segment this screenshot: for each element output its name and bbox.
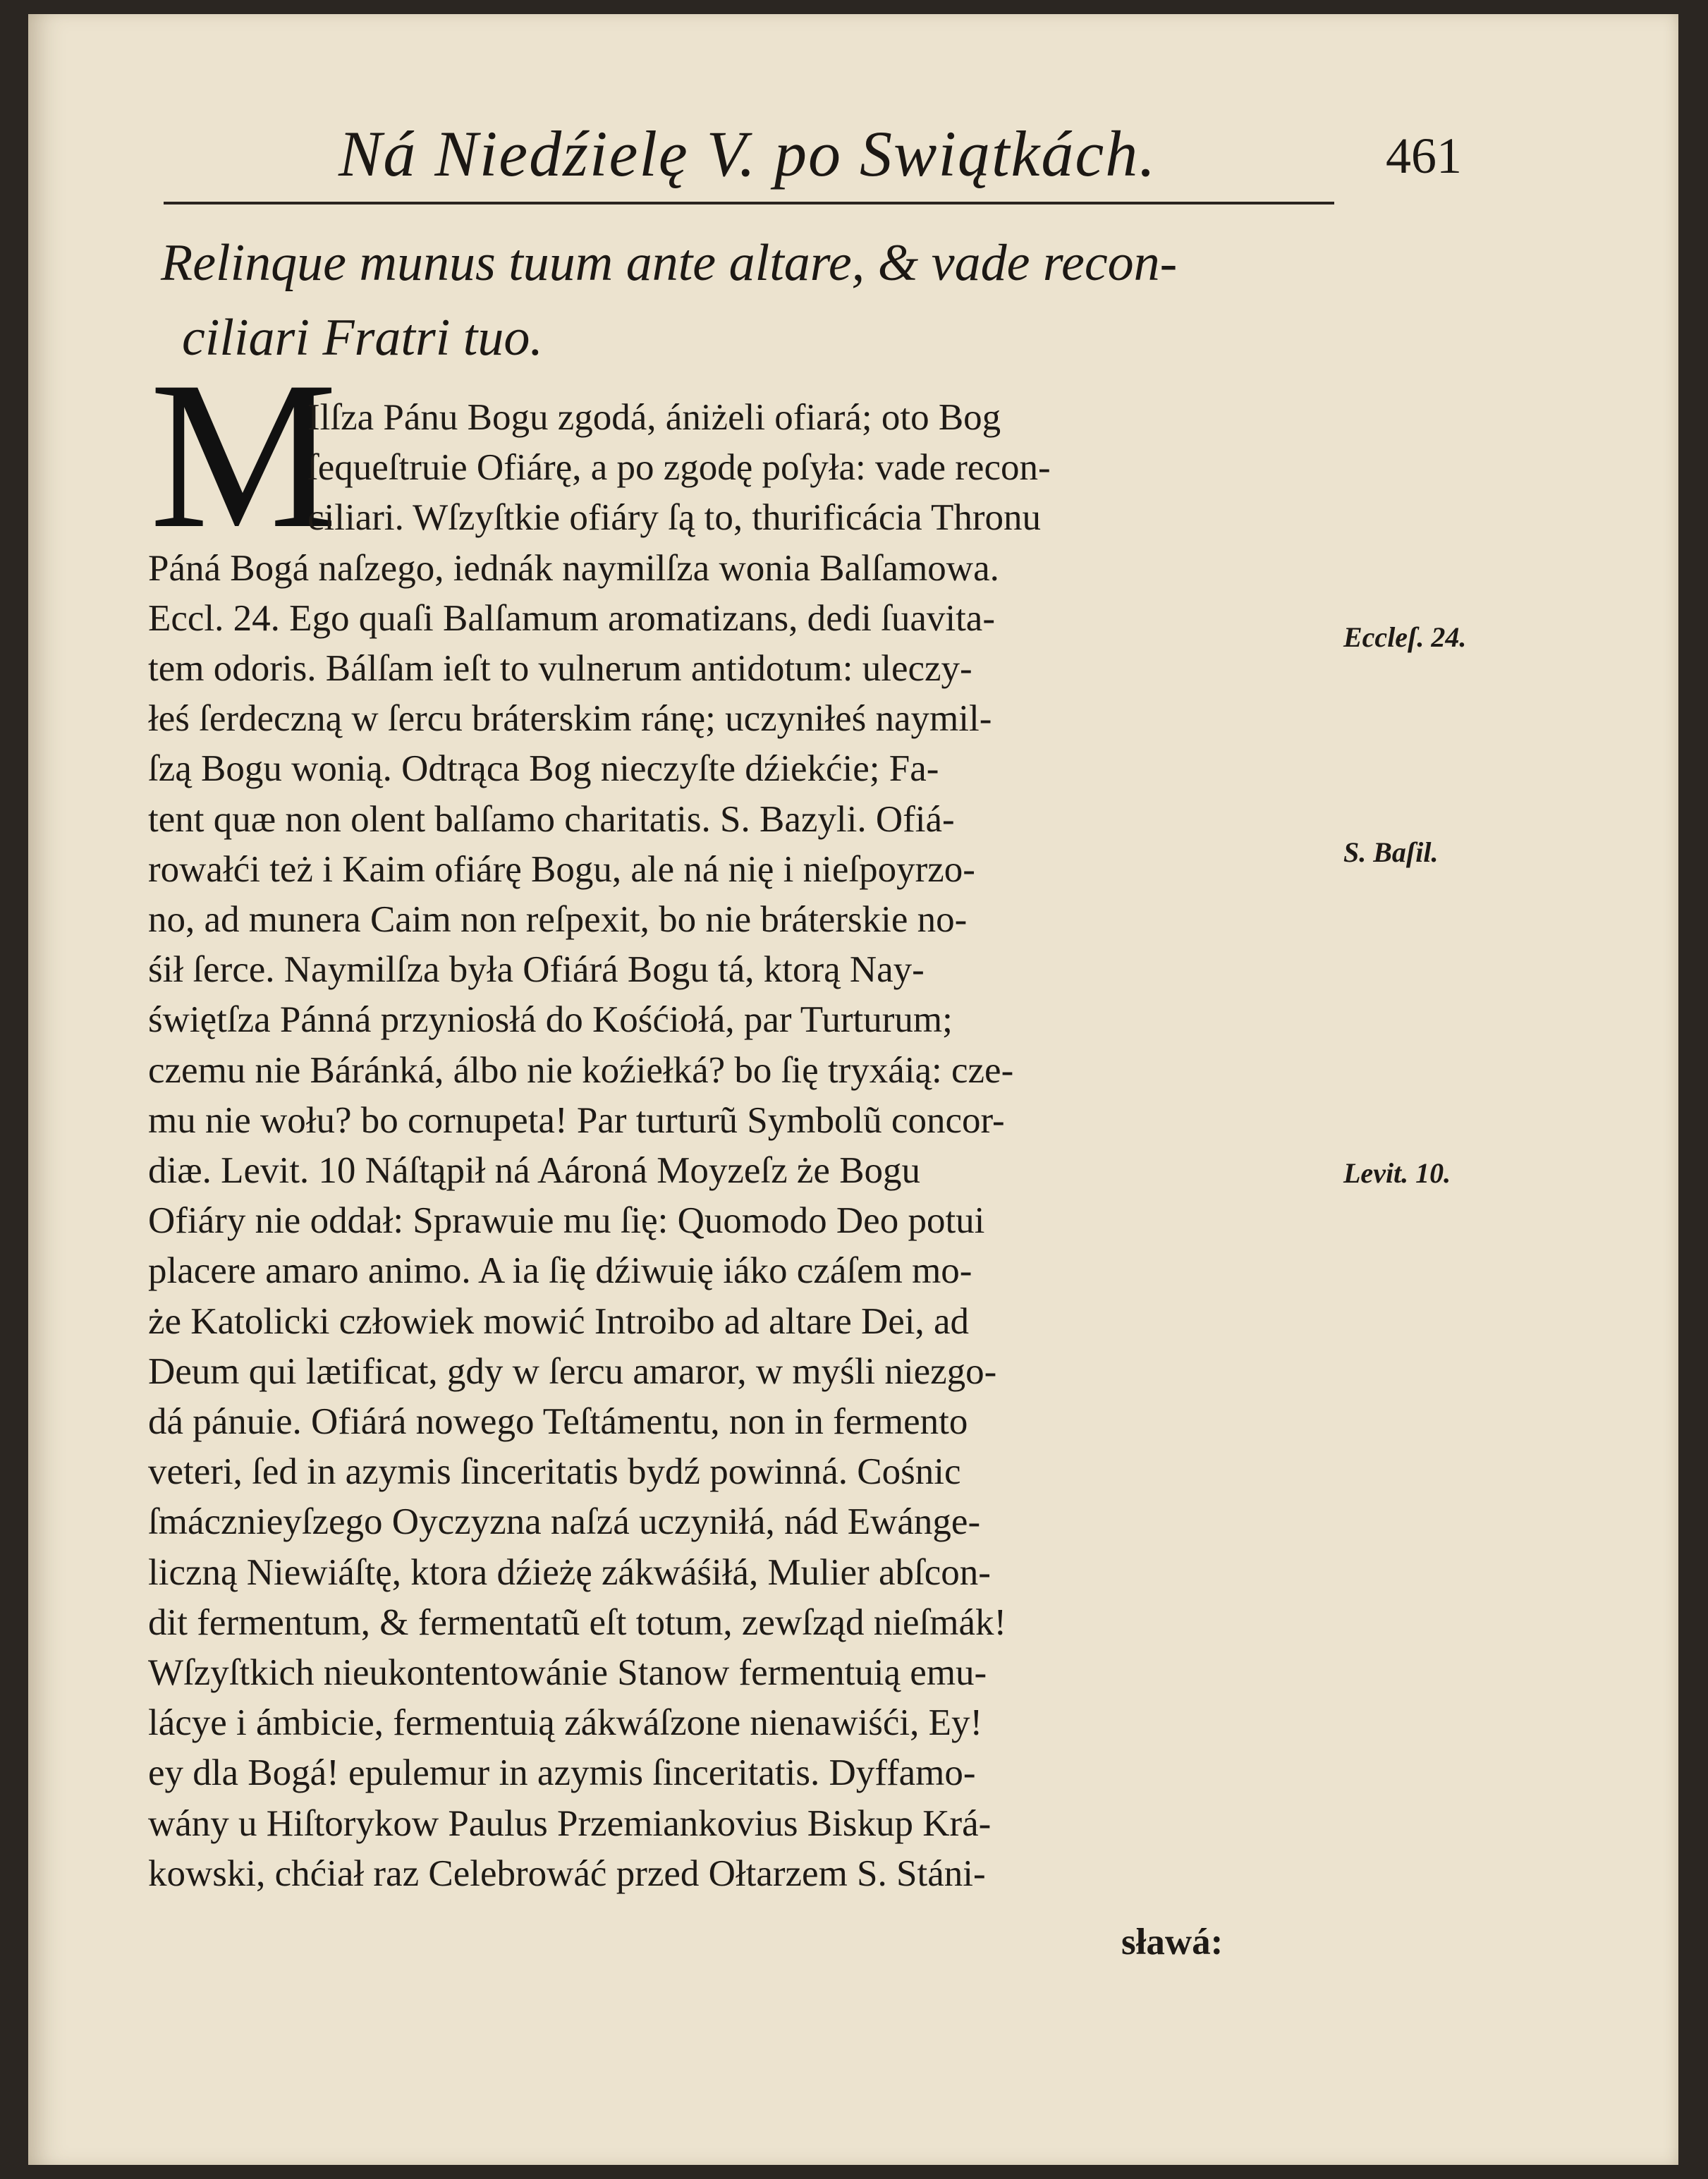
body-line: tem odoris. Bálſam ieſt to vulnerum antidotum: uleczy- (148, 648, 972, 689)
body-line: Deum qui lætificat, gdy w ſercu amaror, w myśli niezgo- (148, 1351, 997, 1392)
body-line: świętſza Pánná przyniosłá do Kośćiołá, par Turturum; (148, 999, 953, 1040)
body-line: ey dla Bogá! epulemur in azymis ſinceritatis. Dyffamo- (148, 1752, 976, 1793)
body-line: mu nie wołu? bo cornupeta! Par turturũ Symbolũ concor- (148, 1100, 1005, 1141)
body-line: śił ſerce. Naymilſza była Ofiárá Bogu tá, ktorą Nay- (148, 949, 925, 990)
body-line: tent quæ non olent balſamo charitatis. S. Bazyli. Ofiá- (148, 799, 955, 840)
body-line: że Katolicki człowiek mowić Introibo ad altare Dei, ad (148, 1301, 970, 1342)
body-line: ſmácznieyſzego Oyczyzna naſzá uczyniłá, nád Ewánge- (148, 1501, 981, 1542)
body-line: Ofiáry nie oddał: Sprawuie mu ſię: Quomodo Deo potui (148, 1200, 985, 1241)
running-head: Ná Niedźielę V. po Swiątkách. (338, 118, 1157, 190)
body-line: liczną Niewiáſtę, ktora dźieżę zákwáśiłá, Mulier abſcon- (148, 1552, 991, 1593)
body-line: lácye i ámbicie, fermentuią zákwáſzone nienawiśći, Ey! (148, 1702, 983, 1743)
body-line: placere amaro animo. A ia ſię dźiwuię iáko czáſem mo- (148, 1250, 972, 1291)
body-line: rowałći też i Kaim ofiárę Bogu, ale ná nię i nieſpoyrzo- (148, 849, 975, 890)
margin-note-levit: Levit. 10. (1343, 1157, 1451, 1189)
page-number: 461 (1386, 128, 1462, 184)
body-line: no, ad munera Caim non reſpexit, bo nie bráterskie no- (148, 899, 968, 940)
body-line: łeś ſerdeczną w ſercu bráterskim ránę; uczyniłeś naymil- (148, 698, 992, 739)
margin-note-eccles: Eccleſ. 24. (1343, 621, 1467, 653)
body-line: ſzą Bogu wonią. Odtrąca Bog nieczyſte dźiekćie; Fa- (148, 748, 939, 789)
body-line: dit fermentum, & fermentatũ eſt totum, zewſząd nieſmák! (148, 1602, 1007, 1643)
margin-note-basil: S. Baſil. (1343, 836, 1439, 868)
body-line: dá pánuie. Ofiárá nowego Teſtámentu, non in fermento (148, 1401, 968, 1442)
body-line: Wſzyſtkich nieukontentowánie Stanow fermentuią emu- (148, 1652, 987, 1693)
body-line: ſequeſtruie Ofiárę, a po zgodę poſyła: vade recon- (307, 447, 1051, 488)
body-line: kowski, chćiał raz Celebrowáć przed Ołtarzem S. Stáni- (148, 1853, 986, 1894)
header-rule (164, 202, 1334, 205)
body-line: veteri, ſed in azymis ſinceritatis bydź powinná. Cośnic (148, 1451, 961, 1492)
drop-initial: M (150, 338, 338, 572)
body-line: Eccl. 24. Ego quaſi Balſamum aromatizans, dedi ſuavita- (148, 598, 995, 639)
body-line: ciliari. Wſzyſtkie ofiáry ſą to, thurificácia Thronu (307, 497, 1041, 538)
body-line: Ilſza Pánu Bogu zgodá, ániżeli ofiará; oto Bog (307, 397, 1001, 438)
scripture-motto (161, 226, 1346, 375)
body-line: wány u Hiſtorykow Paulus Przemiankovius Biskup Krá- (148, 1803, 992, 1844)
catchword: sławá: (1121, 1922, 1224, 1963)
body-line: czemu nie Báránká, álbo nie koźiełká? bo ſię tryxáią: cze- (148, 1050, 1014, 1091)
motto-line-1: Relinque munus tuum ante altare, & vade recon- (161, 234, 1178, 292)
motto-line-2: ciliari Fratri tuo. (182, 309, 543, 367)
body-line: diæ. Levit. 10 Náſtąpił ná Aároná Moyzeſz że Bogu (148, 1150, 921, 1191)
body-line: Páná Bogá naſzego, iednák naymilſza wonia Balſamowa. (148, 548, 999, 589)
